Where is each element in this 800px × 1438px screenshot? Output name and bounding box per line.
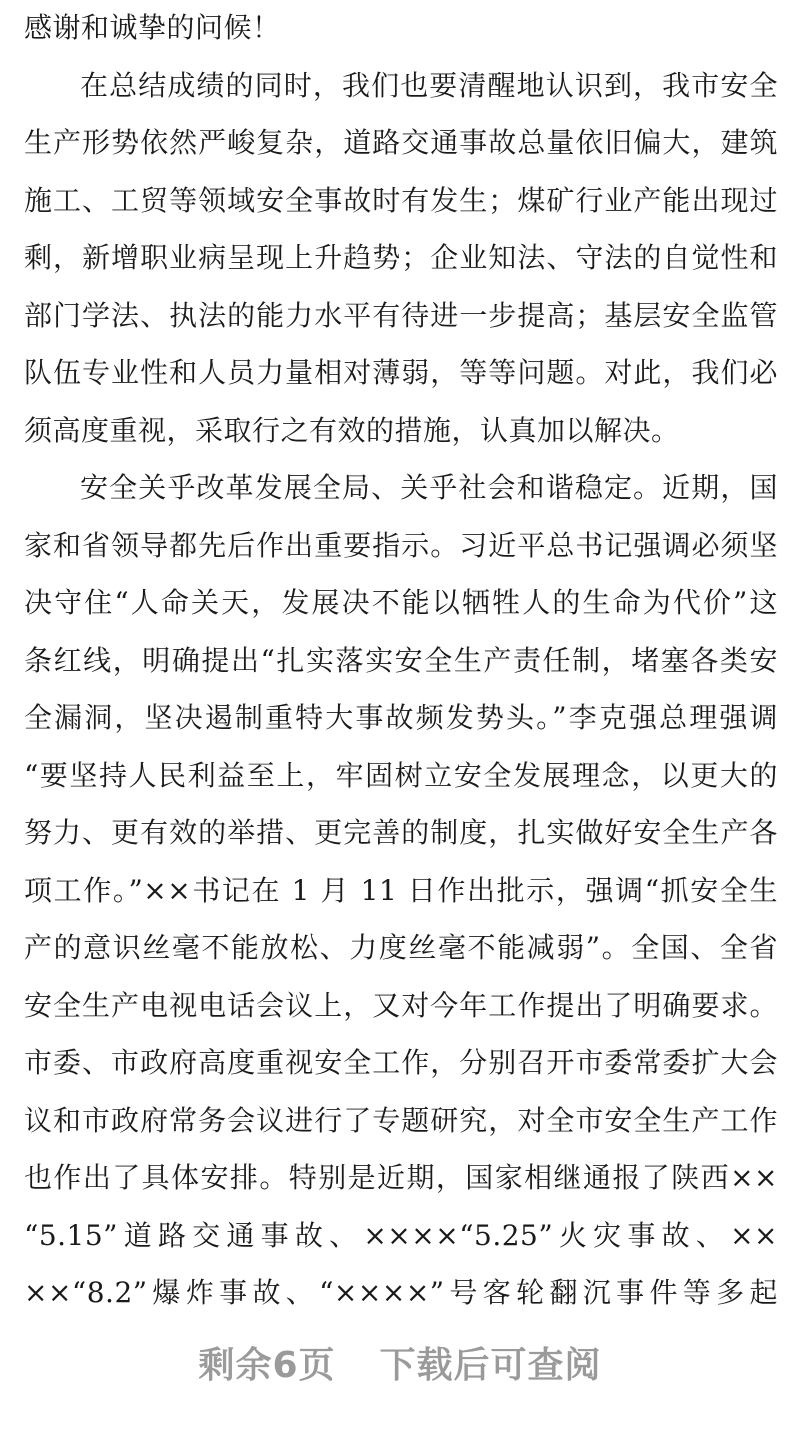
text-line-17: 产的意识丝毫不能放松、力度丝毫不能减弱”。全国、全省 xyxy=(24,931,778,964)
text-line-16: 项工作。”××书记在 1 月 11 日作出批示，强调“抓安全生 xyxy=(24,873,778,907)
text-line-5: 剩，新增职业病呈现上升趋势；企业知法、守法的自觉性和 xyxy=(24,241,778,274)
text-line-23: ××“8.2”爆炸事故、“××××”号客轮翻沉事件等多起 xyxy=(24,1276,778,1309)
text-line-14: “要坚持人民利益至上，牢固树立安全发展理念，以更大的 xyxy=(24,758,778,792)
text-line-19: 市委、市政府高度重视安全工作，分别召开市委常委扩大会 xyxy=(24,1046,778,1079)
text-line-13: 全漏洞，坚决遏制重特大事故频发势头。”李克强总理强调 xyxy=(24,701,778,734)
text-line-8: 须高度重视，采取行之有效的措施，认真加以解决。 xyxy=(24,413,680,447)
text-line-21: 也作出了具体安排。特别是近期，国家相继通报了陕西×× xyxy=(24,1161,778,1194)
text-line-6: 部门学法、执法的能力水平有待进一步提高；基层安全监管 xyxy=(24,298,778,332)
document-body xyxy=(24,4,778,1327)
text-line-15: 努力、更有效的举措、更完善的制度，扎实做好安全生产各 xyxy=(24,816,778,849)
text-line-11: 决守住“人命关天，发展决不能以牺牲人的生命为代价”这 xyxy=(24,586,778,619)
text-line-20: 议和市政府常务会议进行了专题研究，对全市安全生产工作 xyxy=(24,1103,778,1137)
text-line-1: 感谢和诚挚的问候！ xyxy=(24,11,281,44)
remaining-pages-label: 剩余6页 xyxy=(198,1344,336,1386)
text-line-7: 队伍专业性和人员力量相对薄弱，等等问题。对此，我们必 xyxy=(24,356,778,389)
download-prompt-text[interactable] xyxy=(198,1337,601,1388)
paragraph-start-line-9: 安全关乎改革发展全局、关乎社会和谐稳定。近期，国 xyxy=(80,471,778,504)
download-to-view-label: 下载后可查阅 xyxy=(379,1344,602,1386)
text-line-12: 条红线，明确提出“扎实落实安全生产责任制，堵塞各类安 xyxy=(24,643,778,677)
download-prompt[interactable] xyxy=(0,1322,800,1402)
text-line-22: “5.15”道路交通事故、××××“5.25”火灾事故、×× xyxy=(24,1218,778,1252)
text-line-18: 安全生产电视电话会议上，又对今年工作提出了明确要求。 xyxy=(24,988,778,1022)
text-line-10: 家和省领导都先后作出重要指示。习近平总书记强调必须坚 xyxy=(24,528,778,562)
text-line-3: 生产形势依然严峻复杂，道路交通事故总量依旧偏大，建筑 xyxy=(24,126,778,159)
paragraph-start-line-2: 在总结成绩的同时，我们也要清醒地认识到，我市安全 xyxy=(80,68,778,102)
text-line-4: 施工、工贸等领域安全事故时有发生；煤矿行业产能出现过 xyxy=(24,183,778,217)
